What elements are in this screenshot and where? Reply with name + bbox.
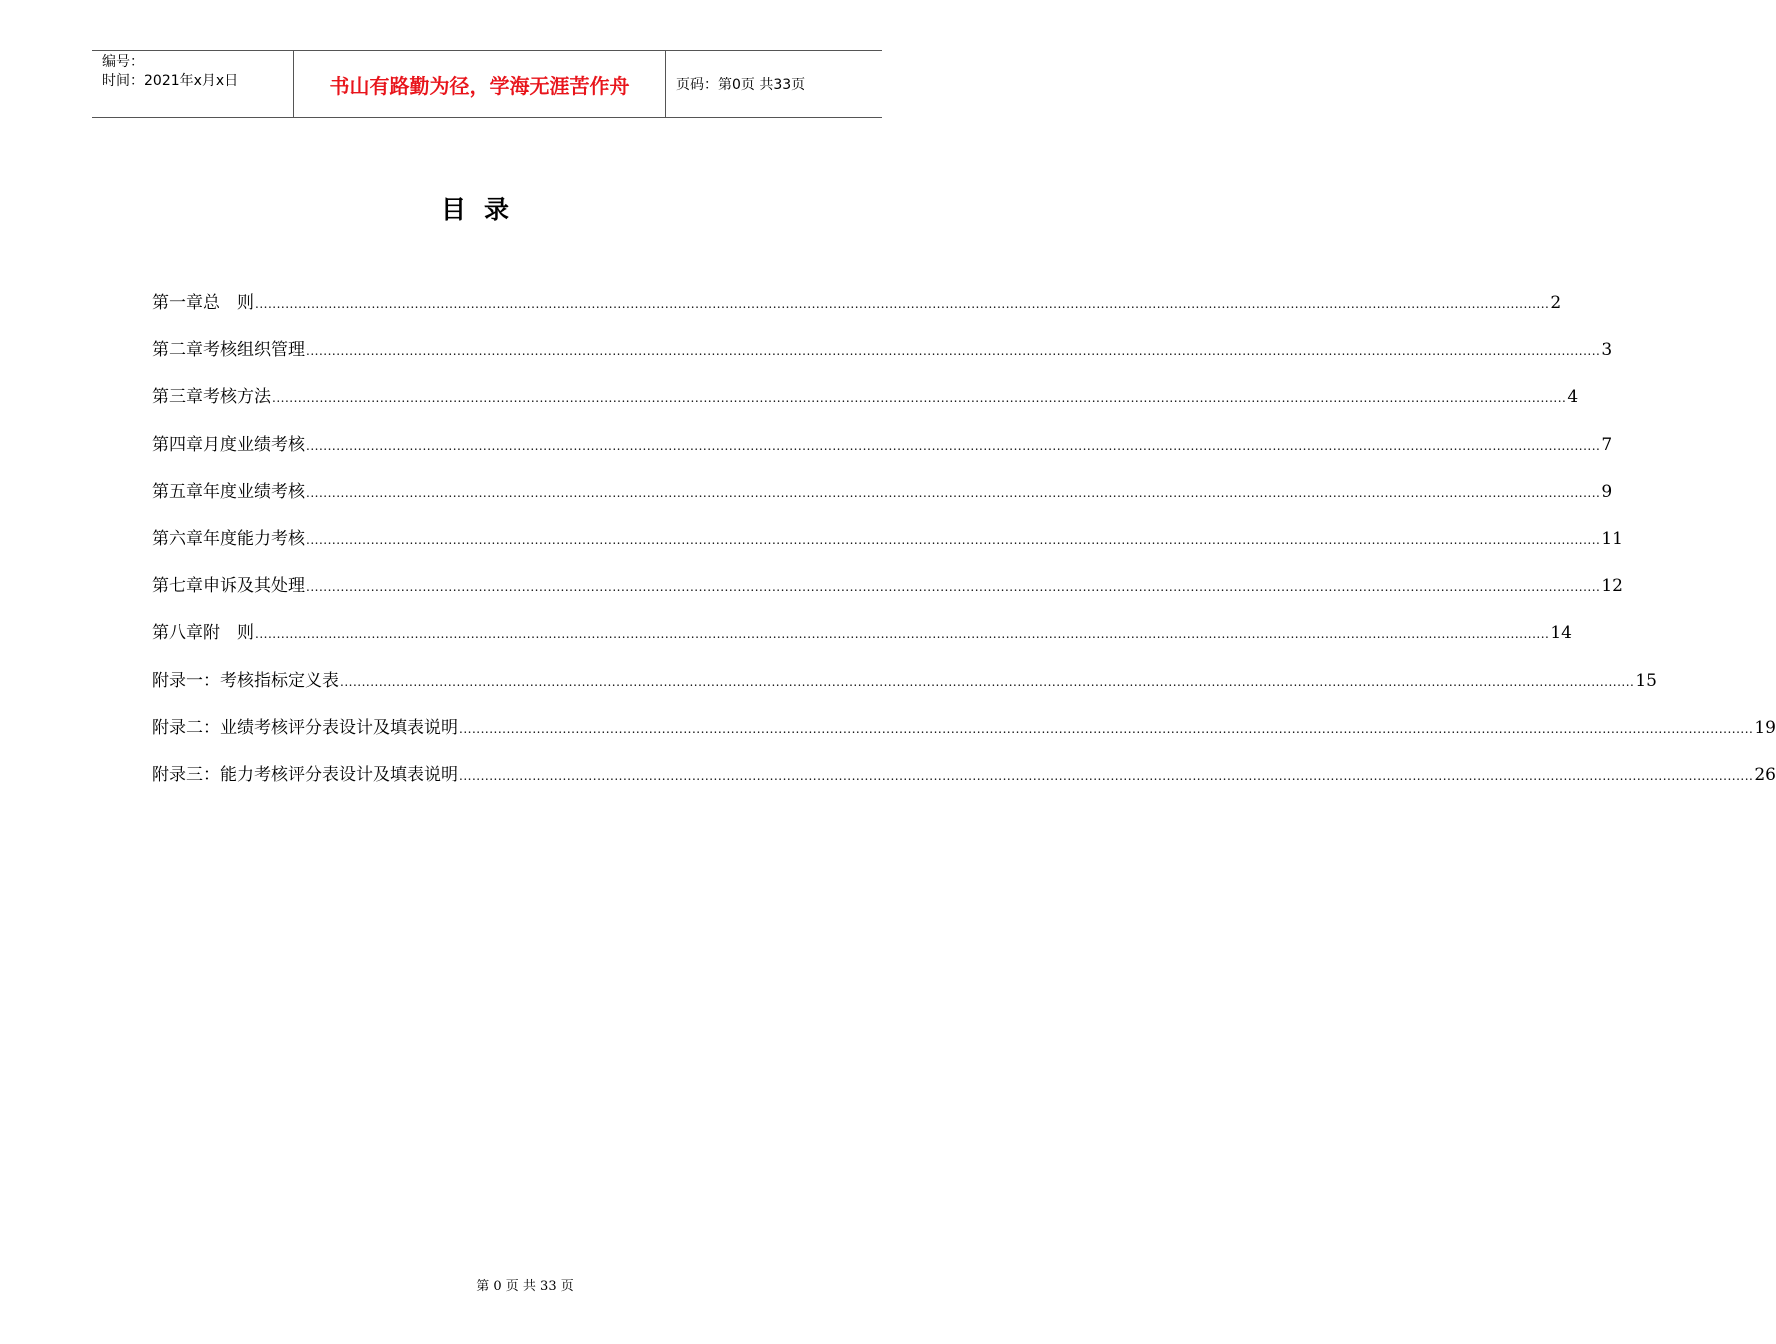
toc-item[interactable]	[152, 713, 1776, 760]
header-motto: 书山有路勤为径，学海无涯苦作舟	[293, 51, 666, 117]
document-time-label: 时间：2021年x月x日	[102, 73, 239, 89]
toc-item-number: 第一章	[152, 293, 203, 313]
page-header	[92, 50, 882, 118]
toc-leader-dots: ............................................................................................................................................................................................................................................................................................................	[272, 391, 1567, 406]
toc-item-page: 2	[1550, 293, 1562, 313]
toc-item[interactable]	[152, 524, 1623, 571]
toc-leader-dots: ............................................................................................................................................................................................................................................................................................................	[255, 297, 1550, 311]
toc-item[interactable]	[152, 288, 1562, 335]
toc-item-page: 4	[1567, 387, 1579, 408]
toc-leader-dots: ............................................................................................................................................................................................................................................................................................................	[459, 721, 1754, 736]
toc-item-number: 附录一：	[152, 670, 220, 691]
toc-item-number: 第四章	[152, 434, 203, 455]
toc-item-number: 第八章	[152, 623, 203, 644]
toc-item-number: 第二章	[152, 340, 203, 361]
toc-item-page: 12	[1601, 576, 1623, 597]
toc-item-label: 月度业绩考核	[203, 434, 305, 455]
toc-item-page: 19	[1754, 717, 1776, 738]
toc-item-page: 11	[1601, 528, 1623, 549]
toc-item-label: 申诉及其处理	[203, 576, 305, 597]
toc-item-page: 3	[1601, 340, 1613, 361]
toc-item-label: 年度能力考核	[203, 528, 305, 549]
toc-item[interactable]	[152, 571, 1623, 618]
toc-item-number: 第三章	[152, 387, 203, 408]
table-of-contents	[152, 288, 1776, 807]
toc-item-number: 第六章	[152, 528, 203, 549]
toc-leader-dots: ............................................................................................................................................................................................................................................................................................................	[306, 344, 1601, 359]
toc-item-label: 考核指标定义表	[220, 670, 339, 691]
toc-leader-dots: ............................................................................................................................................................................................................................................................................................................	[306, 485, 1601, 500]
toc-item-page: 9	[1601, 481, 1613, 502]
toc-item[interactable]	[152, 335, 1613, 382]
header-meta	[92, 51, 293, 117]
toc-leader-dots: ............................................................................................................................................................................................................................................................................................................	[306, 438, 1601, 453]
toc-item-label: 总 则	[203, 293, 254, 313]
toc-item-label: 年度业绩考核	[203, 481, 305, 502]
toc-item[interactable]	[152, 382, 1579, 429]
toc-item-number: 附录二：	[152, 717, 220, 738]
toc-leader-dots: ............................................................................................................................................................................................................................................................................................................	[306, 532, 1601, 547]
toc-item-label: 能力考核评分表设计及填表说明	[220, 764, 458, 785]
toc-item-label: 附 则	[203, 623, 254, 644]
toc-item[interactable]	[152, 430, 1613, 477]
toc-item-label: 业绩考核评分表设计及填表说明	[220, 717, 458, 738]
toc-item-label: 考核组织管理	[203, 340, 305, 361]
toc-item-page: 15	[1635, 670, 1657, 691]
document-number-label: 编号：	[102, 54, 144, 70]
toc-item-number: 第七章	[152, 576, 203, 597]
page-footer: 第 0 页 共 33 页	[476, 1279, 574, 1294]
toc-item-page: 26	[1754, 764, 1776, 785]
toc-item-number: 第五章	[152, 481, 203, 502]
toc-item-page: 7	[1601, 434, 1613, 455]
toc-item[interactable]	[152, 477, 1613, 524]
page-title: 目录	[440, 195, 527, 224]
toc-leader-dots: ............................................................................................................................................................................................................................................................................................................	[340, 674, 1635, 689]
header-page-info: 页码：第0页 共33页	[676, 77, 806, 93]
toc-item-label: 考核方法	[203, 387, 271, 408]
toc-item[interactable]	[152, 760, 1776, 807]
toc-leader-dots: ............................................................................................................................................................................................................................................................................................................	[459, 768, 1754, 783]
toc-item[interactable]	[152, 618, 1572, 665]
toc-item-number: 附录三：	[152, 764, 220, 785]
toc-item-page: 14	[1550, 623, 1572, 644]
toc-item[interactable]	[152, 666, 1657, 713]
toc-leader-dots: ............................................................................................................................................................................................................................................................................................................	[306, 580, 1601, 595]
toc-leader-dots: ............................................................................................................................................................................................................................................................................................................	[255, 627, 1550, 642]
